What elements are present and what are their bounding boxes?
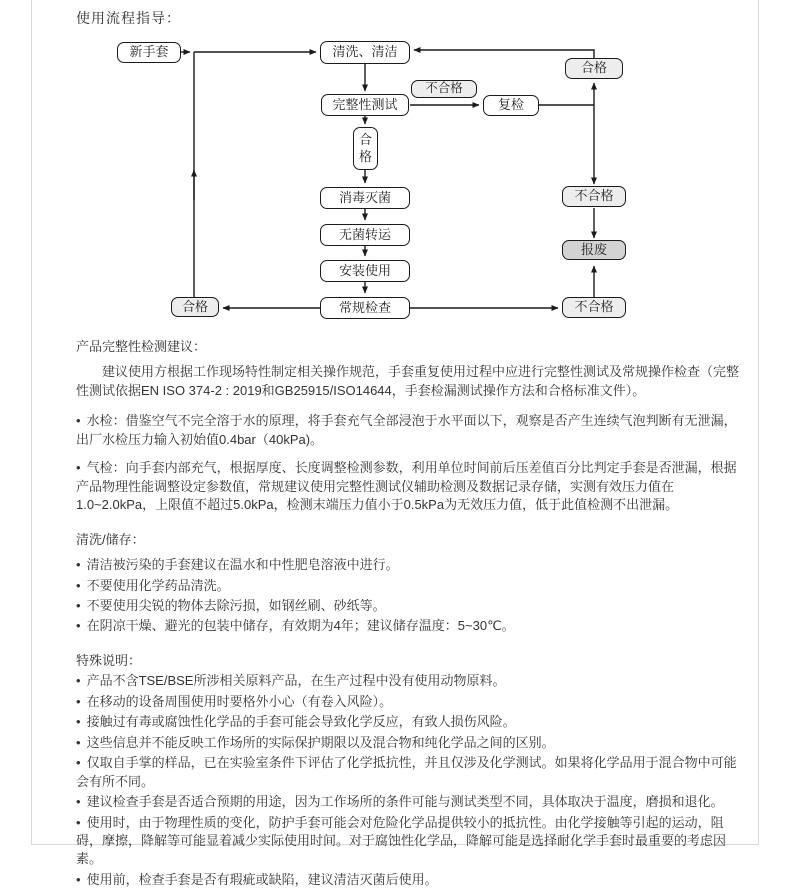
bullet-marker: • [76, 413, 81, 429]
bullet-marker: • [76, 755, 81, 771]
usage-flowchart [32, 0, 760, 332]
flow-node-pass-bottom: 合格 [171, 297, 219, 317]
bullet-marker: • [76, 714, 81, 730]
bullet-marker: • [76, 577, 81, 593]
bullet-special-8 [76, 871, 742, 889]
bullet-special-7 [76, 814, 742, 869]
document-body [76, 338, 742, 891]
bullet-text: 不要使用尖锐的物体去除污损，如钢丝刷、砂纸等。 [86, 597, 386, 613]
flow-node-wash-clean: 清洗、清洁 [320, 41, 410, 64]
flow-node-new-glove: 新手套 [117, 42, 181, 63]
bullet-special-5 [76, 754, 742, 791]
flow-node-install-use: 安装使用 [320, 260, 410, 282]
bullet-marker: • [76, 734, 81, 750]
flow-node-disinfect: 消毒灭菌 [320, 187, 410, 209]
bullet-cleaning-2 [76, 577, 742, 595]
flow-node-fail-mid: 不合格 [562, 186, 626, 207]
bullet-cleaning-3 [76, 597, 742, 615]
bullet-marker: • [76, 618, 81, 634]
bullet-text: 产品不含TSE/BSE所涉相关原料产品，在生产过程中没有使用动物原料。 [86, 673, 506, 689]
bullet-special-4 [76, 734, 742, 752]
flow-node-fail-bottom: 不合格 [562, 297, 626, 318]
bullet-marker: • [76, 673, 81, 689]
flow-node-sterile-transfer: 无菌转运 [320, 224, 410, 246]
bullet-marker: • [76, 460, 81, 476]
bullet-special-6 [76, 793, 742, 811]
integrity-intro: 建议使用方根据工作现场特性制定相关操作规范，手套重复使用过程中应进行完整性测试及常规操作检查（完整性测试依据EN ISO 374-2 : 2019和GB25915/ISO14644，手套检漏测试操作方法和合格标准文件）。 [76, 364, 740, 398]
bullet-text: 使用前，检查手套是否有瑕疵或缺陷，建议清洁灭菌后使用。 [86, 871, 438, 887]
bullet-cleaning-1 [76, 556, 742, 574]
bullet-text: 在移动的设备周围使用时要格外小心（有卷入风险）。 [86, 693, 393, 709]
flow-node-integrity-test: 完整性测试 [321, 94, 409, 116]
bullet-marker: • [76, 597, 81, 613]
bullet-text: 这些信息并不能反映工作场所的实际保护期限以及混合物和纯化学品之间的区别。 [86, 734, 555, 750]
bullet-marker: • [76, 557, 81, 573]
page-title: 使用流程指导： [76, 10, 181, 26]
bullet-air-test [76, 459, 742, 514]
bullet-text: 不要使用化学药品清洗。 [86, 577, 230, 593]
section-heading-special: 特殊说明： [76, 652, 142, 668]
bullet-marker: • [76, 814, 81, 830]
bullet-text: 气检：向手套内部充气，根据厚度、长度调整检测参数，利用单位时间前后压差值百分比判定手套是否泄漏，根据产品物理性能调整设定参数值，常规建议使用完整性测试仪辅助检测及数据记录存储，实测有效压力值在1.0~2.0kPa，上限值不超过5.0kPa，检测末端压力值小于0.5kPa为无效压力值，低于此值检测不出泄漏。 [76, 460, 737, 513]
bullet-special-3 [76, 713, 742, 731]
bullet-text: 建议检查手套是否适合预期的用途，因为工作场所的条件可能与测试类型不同，具体取决于温度，磨损和退化。 [86, 794, 724, 810]
bullet-text: 接触过有毒或腐蚀性化学品的手套可能会导致化学反应，有致人损伤风险。 [86, 714, 516, 730]
section-heading-cleaning: 清洗/储存： [76, 531, 145, 547]
flow-node-pass-mid: 合格 [353, 127, 378, 170]
bullet-text: 使用时，由于物理性质的变化，防护手套可能会对危险化学品提供较小的抵抗性。由化学接触等引起的运动，阻碍，摩擦，降解等可能显着减少实际使用时间。对于腐蚀性化学品，降解可能是选择耐化学手套时最重要的考虑因素。 [76, 814, 727, 867]
bullet-cleaning-4 [76, 617, 742, 635]
flow-node-recheck: 复检 [483, 95, 539, 116]
bullet-special-2 [76, 693, 742, 711]
bullet-marker: • [76, 794, 81, 810]
bullet-water-test [76, 412, 742, 449]
bullet-text: 清洁被污染的手套建议在温水和中性肥皂溶液中进行。 [86, 557, 399, 573]
section-heading-integrity: 产品完整性检测建议： [76, 339, 207, 354]
flow-node-fail-label: 不合格 [411, 80, 477, 98]
bullet-text: 在阴凉干燥、避光的包装中储存，有效期为4年；建议储存温度：5~30℃。 [86, 618, 515, 634]
flow-node-routine-check: 常规检查 [320, 297, 410, 319]
bullet-special-1 [76, 672, 742, 690]
flow-node-pass-top: 合格 [565, 58, 623, 79]
bullet-text: 仅取自手掌的样品，已在实验室条件下评估了化学抵抗性，并且仅涉及化学测试。如果将化学品用于混合物中可能会有所不同。 [76, 755, 737, 789]
flow-node-scrap: 报废 [562, 240, 626, 260]
bullet-marker: • [76, 693, 81, 709]
bullet-text: 水检：借鉴空气不完全溶于水的原理，将手套充气全部浸泡于水平面以下，观察是否产生连续气泡判断有无泄漏，出厂水检压力输入初始值0.4bar（40kPa)。 [76, 413, 737, 447]
document-card [31, 0, 759, 887]
bullet-marker: • [76, 871, 81, 887]
